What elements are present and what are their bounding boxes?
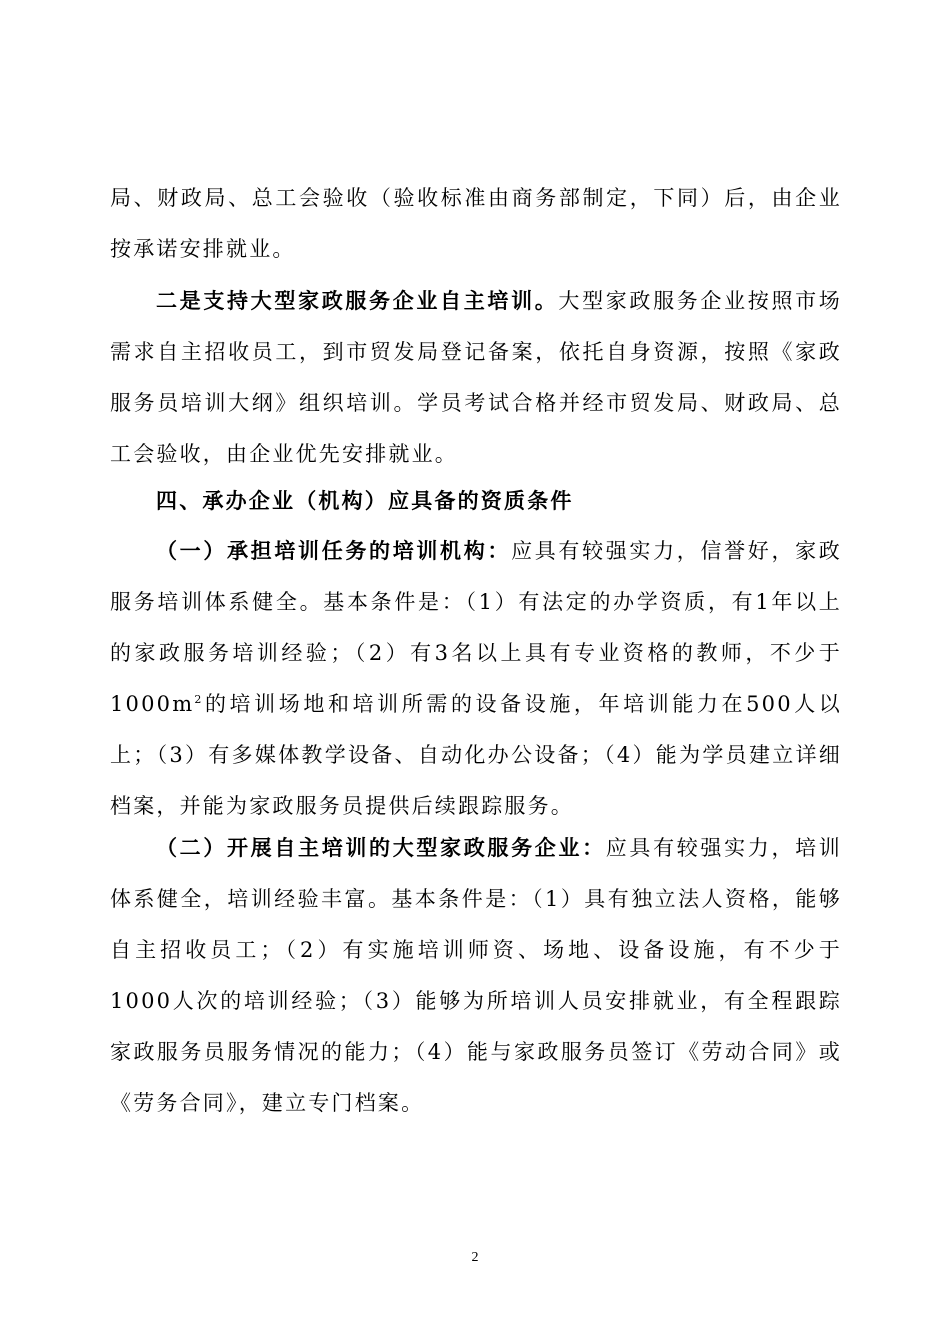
paragraph-2-body: 大型家政服务企业按照市场需求自主招收员工，到市贸发局登记备案，依托自身资源，按照《家政服务员培训大纲》组织培训。学员考试合格并经市贸发局、财政局、总工会验收，由企业优先安排就业。 <box>110 289 842 466</box>
paragraph-2-lead: 二是支持大型家政服务企业自主培训。 <box>156 288 559 313</box>
paragraph-4-body: 应具有较强实力，培训体系健全，培训经验丰富。基本条件是：（1）具有独立法人资格，能够自主招收员工；（2）有实施培训师资、场地、设备设施，有不少于1000人次的培训经验；（3）能够为所培训人员安排就业，有全程跟踪家政服务员服务情况的能力；（4）能与家政服务员签订《劳动合同》或《劳务合同》，建立专门档案。 <box>110 836 842 1115</box>
paragraph-1-text: 局、财政局、总工会验收（验收标准由商务部制定，下同）后，由企业按承诺安排就业。 <box>110 186 842 261</box>
paragraph-3-body-b: 的培训场地和培训所需的设备设施，年培训能力在500人以上；（3）有多媒体教学设备、自动化办公设备；（4）能为学员建立详细档案，并能为家政服务员提供后续跟踪服务。 <box>110 692 842 818</box>
paragraph-2 <box>110 275 842 480</box>
paragraph-3-lead: （一）承担培训任务的培训机构： <box>156 538 512 563</box>
paragraph-4 <box>110 822 842 1129</box>
paragraph-3 <box>110 525 842 832</box>
superscript-2: 2 <box>194 693 204 706</box>
paragraph-3-body-a: 应具有较强实力，信誉好，家政服务培训体系健全。基本条件是：（1）有法定的办学资质，有1年以上的家政服务培训经验；（2）有3名以上具有专业资格的教师，不少于1000m <box>110 539 842 716</box>
paragraph-1 <box>110 173 842 275</box>
paragraph-4-lead: （二）开展自主培训的大型家政服务企业： <box>156 835 606 860</box>
page-number: 2 <box>471 1250 479 1265</box>
section-4-heading: 四、承办企业（机构）应具备的资质条件 <box>156 488 574 513</box>
